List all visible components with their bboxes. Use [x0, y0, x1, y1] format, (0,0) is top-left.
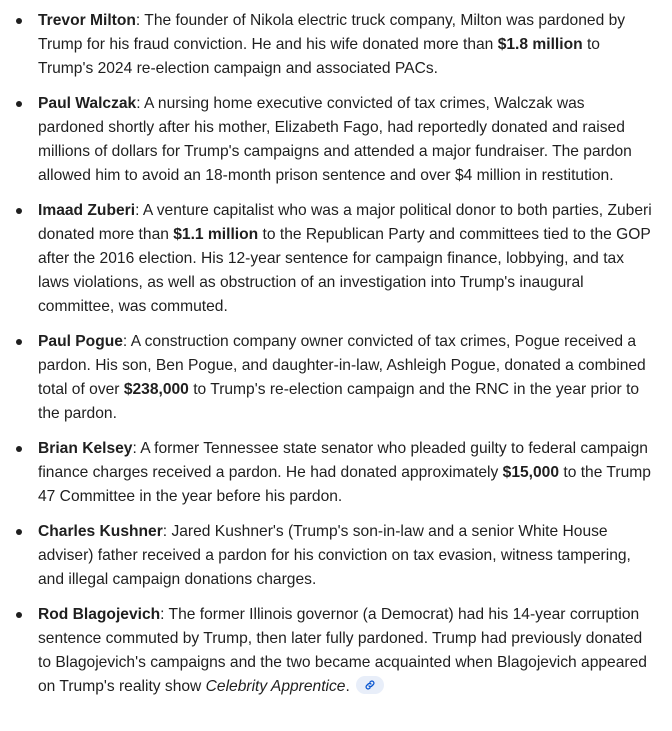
item-amount: $1.1 million: [173, 226, 259, 243]
item-text: to the Trump 47 Committee in the year before his pardon.: [38, 464, 651, 505]
item-text: .: [345, 678, 350, 695]
item-text: : Jared Kushner's (Trump's son-in-law and a senior White House adviser) father received a pardon for his conviction on tax evasion, witness tampering, and illegal campaign donations charges.: [38, 523, 631, 588]
bullet-icon: [16, 339, 22, 345]
item-text: : The founder of Nikola electric truck company, Milton was pardoned by Trump for his fraud conviction. He and his wife donated more than: [38, 12, 626, 53]
source-link-button[interactable]: [356, 676, 384, 694]
list-item: [0, 199, 672, 319]
item-text: to Trump's 2024 re-election campaign and associated PACs.: [38, 36, 600, 77]
item-text: to the Republican Party and committees tied to the GOP after the 2016 election. His 12-year sentence for campaign finance, lobbying, and tax laws violations, as well as obstruction of an investigation into Trump's inaugural committee, was commuted.: [38, 226, 651, 315]
item-text: : A venture capitalist who was a major political donor to both parties, Zuberi donated more than: [38, 202, 652, 243]
pardon-list: [0, 9, 672, 699]
list-item: [0, 437, 672, 509]
item-amount: $238,000: [123, 381, 189, 398]
item-name: Paul Pogue: [38, 333, 123, 350]
bullet-icon: [16, 529, 22, 535]
item-name: Brian Kelsey: [38, 440, 133, 457]
item-amount: $1.8 million: [497, 36, 583, 53]
bullet-icon: [16, 612, 22, 618]
item-text: : A construction company owner convicted of tax crimes, Pogue received a pardon. His son, Ben Pogue, and daughter-in-law, Ashleigh Pogue, donated a combined total of over: [38, 333, 646, 398]
list-item: [0, 330, 672, 426]
item-show-title: Celebrity Apprentice: [205, 678, 346, 695]
item-text: : The former Illinois governor (a Democrat) had his 14-year corruption sentence commuted by Trump, then later fully pardoned. Trump had previously donated to Blagojevich's campaigns and the two became acquainted when Blagojevich appeared on Trump's reality show: [38, 606, 647, 695]
list-item: [0, 92, 672, 188]
item-name: Trevor Milton: [38, 12, 136, 29]
list-item: [0, 9, 672, 81]
bullet-icon: [16, 446, 22, 452]
item-amount: $15,000: [502, 464, 560, 481]
list-item: [0, 520, 672, 592]
item-text: : A nursing home executive convicted of tax crimes, Walczak was pardoned shortly after his mother, Elizabeth Fago, had reportedly donated and raised millions of dollars for Trump's campaigns and attended a major fundraiser. The pardon allowed him to avoid an 18-month prison sentence and over $4 million in restitution.: [38, 95, 632, 184]
item-name: Charles Kushner: [38, 523, 163, 540]
item-text: to Trump's re-election campaign and the RNC in the year prior to the pardon.: [38, 381, 640, 422]
bullet-icon: [16, 208, 22, 214]
item-name: Paul Walczak: [38, 95, 137, 112]
item-name: Imaad Zuberi: [38, 202, 136, 219]
item-name: Rod Blagojevich: [38, 606, 161, 623]
link-icon: [364, 679, 376, 691]
bullet-icon: [16, 18, 22, 24]
bullet-icon: [16, 101, 22, 107]
list-item: [0, 603, 672, 699]
item-text: : A former Tennessee state senator who pleaded guilty to federal campaign finance charges received a pardon. He had donated approximately: [38, 440, 648, 481]
